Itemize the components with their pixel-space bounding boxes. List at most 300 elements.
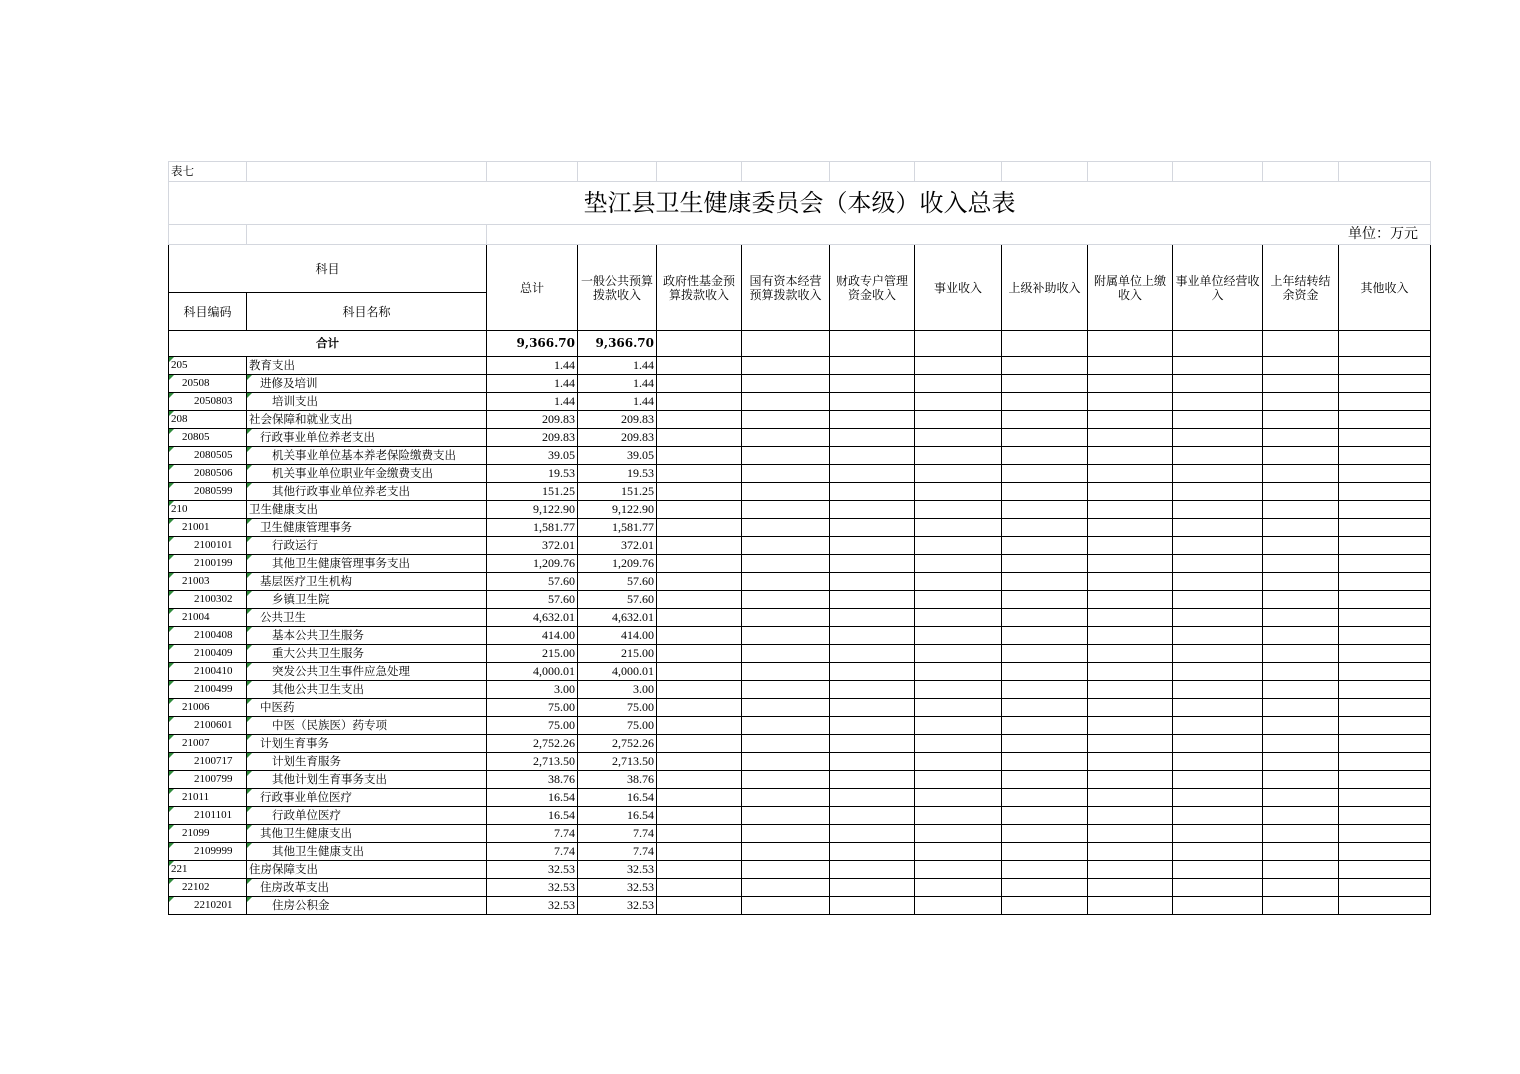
subject-code: 21006 <box>169 699 247 717</box>
empty-cell <box>1339 591 1431 609</box>
empty-cell <box>1002 789 1088 807</box>
table-label: 表七 <box>169 162 247 182</box>
table-row <box>169 681 1431 699</box>
empty-cell <box>1263 879 1339 897</box>
empty-cell <box>1263 411 1339 429</box>
empty-cell <box>1173 501 1263 519</box>
general-budget-cell: 32.53 <box>578 897 657 915</box>
empty-cell <box>915 465 1002 483</box>
empty-cell <box>1263 843 1339 861</box>
subject-code: 2210201 <box>169 897 247 915</box>
empty-cell <box>830 411 915 429</box>
empty-cell <box>1002 681 1088 699</box>
total-cell: 1,209.76 <box>487 555 578 573</box>
subject-name: 其他计划生育事务支出 <box>247 771 487 789</box>
subject-name: 公共卫生 <box>247 609 487 627</box>
empty-cell <box>1263 483 1339 501</box>
empty-cell <box>657 411 742 429</box>
empty-cell <box>742 897 830 915</box>
table-row <box>169 357 1431 375</box>
empty-cell <box>1173 519 1263 537</box>
empty-cell <box>1263 465 1339 483</box>
empty-cell <box>742 519 830 537</box>
empty-cell <box>742 501 830 519</box>
subject-name: 行政事业单位医疗 <box>247 789 487 807</box>
table-row <box>169 825 1431 843</box>
total-cell: 9,122.90 <box>487 501 578 519</box>
total-label: 合计 <box>169 331 487 357</box>
empty-cell <box>1173 591 1263 609</box>
subject-name: 乡镇卫生院 <box>247 591 487 609</box>
empty-cell <box>1339 555 1431 573</box>
empty-cell <box>657 771 742 789</box>
general-budget-cell: 1,209.76 <box>578 555 657 573</box>
empty-cell <box>1263 897 1339 915</box>
empty-cell <box>1339 609 1431 627</box>
empty-cell <box>830 483 915 501</box>
total-cell: 1,581.77 <box>487 519 578 537</box>
empty-cell <box>1088 609 1173 627</box>
empty-cell <box>1263 699 1339 717</box>
table-row <box>169 537 1431 555</box>
empty-cell <box>742 591 830 609</box>
empty-cell <box>742 411 830 429</box>
empty-cell <box>1088 807 1173 825</box>
empty-cell <box>1002 501 1088 519</box>
empty-cell <box>1339 861 1431 879</box>
empty-cell <box>657 861 742 879</box>
empty-cell <box>915 609 1002 627</box>
subject-name: 基本公共卫生服务 <box>247 627 487 645</box>
empty-cell <box>915 735 1002 753</box>
empty-cell <box>1002 771 1088 789</box>
empty-cell <box>742 555 830 573</box>
header-col-general: 一般公共预算拨款收入 <box>578 245 657 331</box>
empty-cell <box>1173 879 1263 897</box>
subject-name: 培训支出 <box>247 393 487 411</box>
table-row <box>169 753 1431 771</box>
empty-cell <box>1263 789 1339 807</box>
empty-cell <box>915 861 1002 879</box>
empty-cell <box>830 879 915 897</box>
general-budget-cell: 16.54 <box>578 789 657 807</box>
empty-cell <box>657 879 742 897</box>
empty-cell <box>1173 717 1263 735</box>
general-budget-cell: 2,713.50 <box>578 753 657 771</box>
subject-name: 其他卫生健康支出 <box>247 825 487 843</box>
empty-cell <box>742 447 830 465</box>
subject-name: 社会保障和就业支出 <box>247 411 487 429</box>
subject-name: 其他公共卫生支出 <box>247 681 487 699</box>
total-cell: 372.01 <box>487 537 578 555</box>
empty-cell <box>1263 717 1339 735</box>
empty-cell <box>1088 771 1173 789</box>
empty-cell <box>1173 789 1263 807</box>
empty-cell <box>915 627 1002 645</box>
empty-cell <box>1173 537 1263 555</box>
empty-cell <box>742 465 830 483</box>
empty-cell <box>1339 501 1431 519</box>
subject-code: 2050803 <box>169 393 247 411</box>
empty-cell <box>742 825 830 843</box>
table-row <box>169 555 1431 573</box>
empty-cell <box>1002 735 1088 753</box>
empty-cell <box>1339 825 1431 843</box>
empty-cell <box>1263 609 1339 627</box>
empty-cell <box>1173 627 1263 645</box>
general-budget-cell: 39.05 <box>578 447 657 465</box>
empty-cell <box>915 825 1002 843</box>
empty-cell <box>915 897 1002 915</box>
table-row <box>169 447 1431 465</box>
subject-code: 2100799 <box>169 771 247 789</box>
empty-cell <box>657 807 742 825</box>
subject-name: 住房保障支出 <box>247 861 487 879</box>
general-budget-cell: 414.00 <box>578 627 657 645</box>
empty-cell <box>830 825 915 843</box>
empty-cell <box>915 555 1002 573</box>
subject-name: 其他卫生健康管理事务支出 <box>247 555 487 573</box>
subject-name: 中医（民族医）药专项 <box>247 717 487 735</box>
table-row <box>169 771 1431 789</box>
empty-cell <box>1339 393 1431 411</box>
empty-cell <box>1002 537 1088 555</box>
subject-code: 21099 <box>169 825 247 843</box>
empty-cell <box>830 573 915 591</box>
empty-cell <box>1263 825 1339 843</box>
empty-cell <box>1002 807 1088 825</box>
empty-cell <box>915 429 1002 447</box>
total-cell: 39.05 <box>487 447 578 465</box>
empty-cell <box>1173 465 1263 483</box>
empty-cell <box>657 429 742 447</box>
empty-cell <box>1263 771 1339 789</box>
table-row <box>169 627 1431 645</box>
empty-cell <box>742 357 830 375</box>
empty-cell <box>1339 717 1431 735</box>
general-budget-cell: 1.44 <box>578 375 657 393</box>
empty-cell <box>657 393 742 411</box>
empty-cell <box>830 591 915 609</box>
table-row <box>169 393 1431 411</box>
empty-cell <box>1088 537 1173 555</box>
subject-name: 机关事业单位职业年金缴费支出 <box>247 465 487 483</box>
empty-cell <box>830 357 915 375</box>
empty-cell <box>1263 753 1339 771</box>
empty-cell <box>915 519 1002 537</box>
subject-code: 2100717 <box>169 753 247 771</box>
subject-code: 2080599 <box>169 483 247 501</box>
empty-cell <box>1173 447 1263 465</box>
subject-name: 教育支出 <box>247 357 487 375</box>
empty-cell <box>1002 357 1088 375</box>
general-budget-cell: 4,000.01 <box>578 663 657 681</box>
empty-cell <box>1339 411 1431 429</box>
general-budget-cell: 215.00 <box>578 645 657 663</box>
empty-cell <box>1339 519 1431 537</box>
empty-cell <box>1263 627 1339 645</box>
subject-code: 21001 <box>169 519 247 537</box>
subject-code: 2080506 <box>169 465 247 483</box>
total-cell: 75.00 <box>487 717 578 735</box>
empty-cell <box>657 573 742 591</box>
empty-cell <box>1263 663 1339 681</box>
total-general: 9,366.70 <box>578 331 657 357</box>
empty-cell <box>915 681 1002 699</box>
empty-cell <box>742 753 830 771</box>
subject-code: 2100408 <box>169 627 247 645</box>
empty-cell <box>830 645 915 663</box>
empty-cell <box>657 789 742 807</box>
empty-cell <box>1002 555 1088 573</box>
general-budget-cell: 75.00 <box>578 717 657 735</box>
empty-cell <box>1088 357 1173 375</box>
empty-cell <box>742 483 830 501</box>
total-row <box>169 331 1431 357</box>
unit-row <box>169 225 1431 245</box>
empty-cell <box>830 717 915 735</box>
total-cell: 57.60 <box>487 573 578 591</box>
empty-cell <box>830 807 915 825</box>
header-col-fund: 政府性基金预算拨款收入 <box>657 245 742 331</box>
total-cell: 1.44 <box>487 375 578 393</box>
empty-cell <box>1173 357 1263 375</box>
header-col-special: 财政专户管理资金收入 <box>830 245 915 331</box>
total-cell: 209.83 <box>487 411 578 429</box>
empty-cell <box>1088 591 1173 609</box>
header-col-subsidy: 上级补助收入 <box>1002 245 1088 331</box>
general-budget-cell: 209.83 <box>578 411 657 429</box>
empty-cell <box>1002 879 1088 897</box>
empty-cell <box>742 807 830 825</box>
subject-code: 21007 <box>169 735 247 753</box>
empty-cell <box>657 663 742 681</box>
empty-cell <box>742 861 830 879</box>
general-budget-cell: 209.83 <box>578 429 657 447</box>
empty-cell <box>1088 483 1173 501</box>
empty-cell <box>915 789 1002 807</box>
empty-cell <box>830 501 915 519</box>
empty-cell <box>742 879 830 897</box>
empty-cell <box>1339 843 1431 861</box>
empty-cell <box>1173 753 1263 771</box>
table-row <box>169 429 1431 447</box>
empty-cell <box>1173 375 1263 393</box>
empty-cell <box>1002 393 1088 411</box>
empty-cell <box>1088 825 1173 843</box>
subject-name: 行政运行 <box>247 537 487 555</box>
empty-cell <box>1002 825 1088 843</box>
subject-name: 行政单位医疗 <box>247 807 487 825</box>
empty-cell <box>1002 627 1088 645</box>
total-cell: 7.74 <box>487 825 578 843</box>
general-budget-cell: 7.74 <box>578 825 657 843</box>
empty-cell <box>657 717 742 735</box>
general-budget-cell: 57.60 <box>578 573 657 591</box>
empty-cell <box>657 537 742 555</box>
empty-cell <box>1339 627 1431 645</box>
subject-code: 21011 <box>169 789 247 807</box>
empty-cell <box>1088 555 1173 573</box>
empty-cell <box>1263 375 1339 393</box>
table-row <box>169 663 1431 681</box>
empty-cell <box>1263 591 1339 609</box>
table-row <box>169 879 1431 897</box>
subject-code: 2100499 <box>169 681 247 699</box>
empty-cell <box>915 645 1002 663</box>
subject-name: 突发公共卫生事件应急处理 <box>247 663 487 681</box>
total-cell: 151.25 <box>487 483 578 501</box>
empty-cell <box>1088 897 1173 915</box>
table-row <box>169 483 1431 501</box>
empty-cell <box>915 663 1002 681</box>
empty-cell <box>1088 663 1173 681</box>
empty-cell <box>1002 717 1088 735</box>
empty-cell <box>1339 375 1431 393</box>
empty-cell <box>657 609 742 627</box>
empty-cell <box>657 843 742 861</box>
total-cell: 209.83 <box>487 429 578 447</box>
total-cell: 414.00 <box>487 627 578 645</box>
empty-cell <box>1002 699 1088 717</box>
empty-cell <box>915 501 1002 519</box>
table-row <box>169 843 1431 861</box>
empty-cell <box>1263 357 1339 375</box>
empty-cell <box>1173 735 1263 753</box>
empty-cell <box>742 735 830 753</box>
subject-name: 机关事业单位基本养老保险缴费支出 <box>247 447 487 465</box>
empty-cell <box>1002 411 1088 429</box>
total-cell: 2,752.26 <box>487 735 578 753</box>
empty-cell <box>657 483 742 501</box>
empty-cell <box>1339 879 1431 897</box>
empty-cell <box>915 699 1002 717</box>
empty-cell <box>915 771 1002 789</box>
empty-cell <box>1173 573 1263 591</box>
empty-cell <box>1088 573 1173 591</box>
empty-cell <box>830 897 915 915</box>
empty-cell <box>1339 699 1431 717</box>
title-row <box>169 182 1431 225</box>
subject-name: 住房改革支出 <box>247 879 487 897</box>
empty-cell <box>1263 807 1339 825</box>
empty-cell <box>657 897 742 915</box>
empty-cell <box>1002 861 1088 879</box>
empty-cell <box>1263 861 1339 879</box>
header-col-operation: 事业单位经营收入 <box>1173 245 1263 331</box>
subject-code: 2100199 <box>169 555 247 573</box>
empty-cell <box>1088 411 1173 429</box>
empty-cell <box>657 591 742 609</box>
table-row <box>169 591 1431 609</box>
empty-cell <box>915 483 1002 501</box>
empty-cell <box>830 537 915 555</box>
empty-cell <box>830 375 915 393</box>
empty-cell <box>1088 843 1173 861</box>
empty-cell <box>1173 699 1263 717</box>
table-row <box>169 735 1431 753</box>
empty-cell <box>742 699 830 717</box>
empty-cell <box>1339 897 1431 915</box>
total-cell: 57.60 <box>487 591 578 609</box>
total-cell: 4,000.01 <box>487 663 578 681</box>
empty-cell <box>1339 753 1431 771</box>
empty-cell <box>915 843 1002 861</box>
empty-cell <box>1173 645 1263 663</box>
empty-cell <box>742 429 830 447</box>
subject-name: 卫生健康支出 <box>247 501 487 519</box>
empty-cell <box>1088 429 1173 447</box>
empty-cell <box>742 771 830 789</box>
subject-code: 2109999 <box>169 843 247 861</box>
header-row-1 <box>169 245 1431 293</box>
empty-cell <box>657 627 742 645</box>
general-budget-cell: 2,752.26 <box>578 735 657 753</box>
table-row <box>169 861 1431 879</box>
general-budget-cell: 3.00 <box>578 681 657 699</box>
empty-cell <box>915 573 1002 591</box>
empty-cell <box>742 609 830 627</box>
subject-code: 2100101 <box>169 537 247 555</box>
empty-cell <box>1173 411 1263 429</box>
empty-cell <box>1088 519 1173 537</box>
header-col-capital: 国有资本经营预算拨款收入 <box>742 245 830 331</box>
empty-cell <box>830 465 915 483</box>
total-cell: 38.76 <box>487 771 578 789</box>
empty-cell <box>830 771 915 789</box>
subject-code: 20805 <box>169 429 247 447</box>
empty-cell <box>742 375 830 393</box>
empty-cell <box>1002 483 1088 501</box>
subject-code: 2101101 <box>169 807 247 825</box>
subject-code: 208 <box>169 411 247 429</box>
empty-cell <box>1339 645 1431 663</box>
income-summary-sheet <box>168 161 1431 915</box>
empty-cell <box>1002 465 1088 483</box>
empty-cell <box>915 807 1002 825</box>
total-cell: 1.44 <box>487 357 578 375</box>
empty-cell <box>742 843 830 861</box>
general-budget-cell: 9,122.90 <box>578 501 657 519</box>
subject-code: 205 <box>169 357 247 375</box>
general-budget-cell: 16.54 <box>578 807 657 825</box>
empty-cell <box>1173 555 1263 573</box>
empty-cell <box>830 843 915 861</box>
subject-name: 行政事业单位养老支出 <box>247 429 487 447</box>
empty-cell <box>657 735 742 753</box>
subject-name: 其他卫生健康支出 <box>247 843 487 861</box>
empty-cell <box>830 429 915 447</box>
empty-cell <box>657 375 742 393</box>
empty-cell <box>1088 465 1173 483</box>
empty-cell <box>1173 663 1263 681</box>
empty-cell <box>915 357 1002 375</box>
empty-cell <box>742 573 830 591</box>
subject-code: 2100409 <box>169 645 247 663</box>
general-budget-cell: 19.53 <box>578 465 657 483</box>
subject-code: 210 <box>169 501 247 519</box>
empty-cell <box>742 717 830 735</box>
empty-cell <box>915 879 1002 897</box>
header-name: 科目名称 <box>247 293 487 331</box>
empty-cell <box>657 447 742 465</box>
total-cell: 32.53 <box>487 879 578 897</box>
subject-name: 中医药 <box>247 699 487 717</box>
empty-cell <box>742 663 830 681</box>
empty-cell <box>1088 861 1173 879</box>
empty-cell <box>1002 519 1088 537</box>
empty-cell <box>1002 753 1088 771</box>
